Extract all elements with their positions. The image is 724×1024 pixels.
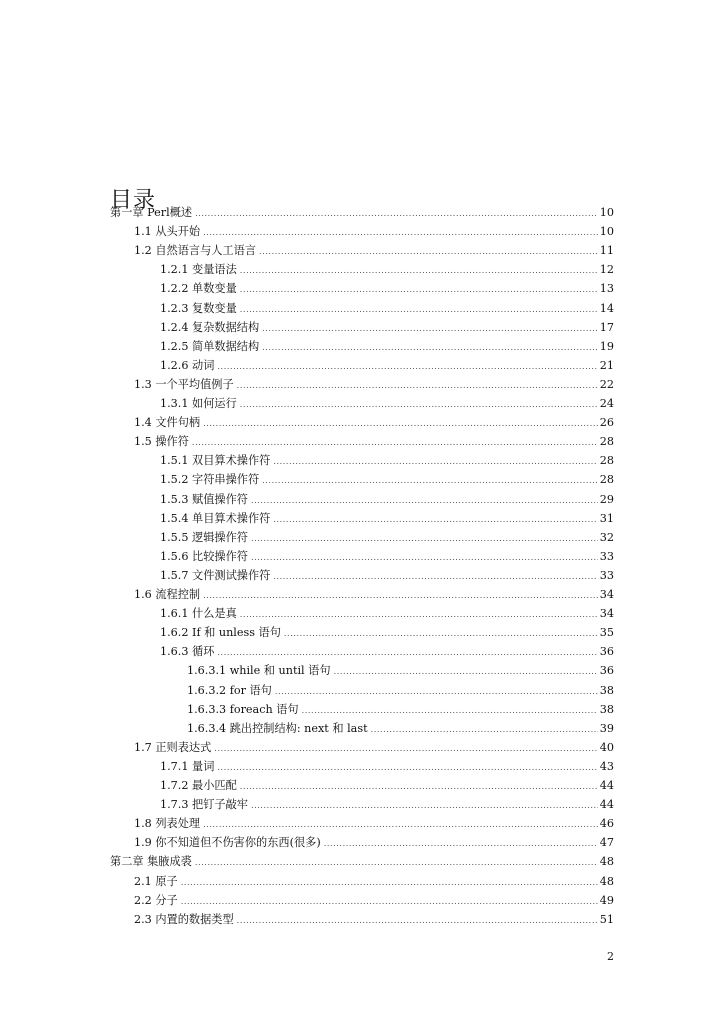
toc-entry-page: 21 (599, 358, 614, 372)
toc-entry-label: 1.7.1 量词 (160, 759, 215, 773)
toc-entry-page: 44 (599, 779, 614, 792)
toc-entry[interactable] (110, 203, 614, 222)
toc-entry-label: 1.6.1 什么是真 (160, 607, 237, 621)
toc-dot-leader (203, 815, 598, 834)
toc-entry-page: 12 (599, 263, 614, 277)
toc-dot-leader (240, 777, 598, 796)
toc-dot-leader (237, 376, 598, 395)
toc-entry-label: 2.1 原子 (134, 874, 178, 888)
toc-entry-label: 1.5 操作符 (134, 435, 189, 449)
toc-entry[interactable] (160, 528, 614, 547)
toc-entry[interactable] (160, 509, 614, 528)
toc-dot-leader (240, 280, 598, 299)
toc-dot-leader (302, 701, 598, 720)
toc-entry-page: 40 (599, 740, 614, 754)
toc-dot-leader (195, 204, 598, 223)
toc-dot-leader (259, 242, 598, 261)
toc-entry-page: 10 (599, 206, 614, 219)
toc-entry-page: 11 (599, 244, 614, 258)
toc-entry[interactable] (134, 738, 614, 757)
toc-entry-label: 1.2.1 变量语法 (160, 263, 237, 277)
toc-dot-leader (217, 357, 597, 376)
toc-entry-page: 24 (599, 397, 614, 410)
toc-entry-page: 35 (599, 626, 614, 640)
toc-entry[interactable] (160, 757, 614, 776)
toc-entry-page: 44 (599, 798, 614, 812)
toc-entry[interactable] (160, 776, 614, 795)
toc-entry[interactable] (160, 337, 614, 356)
toc-entry[interactable] (160, 623, 614, 642)
toc-entry-page: 38 (599, 702, 614, 716)
toc-entry-page: 33 (599, 568, 614, 582)
toc-entry-label: 1.2.2 单数变量 (160, 282, 237, 296)
toc-entry-page: 32 (599, 530, 614, 544)
toc-dot-leader (251, 796, 598, 815)
toc-entry-label: 1.7.2 最小匹配 (160, 779, 237, 792)
toc-entry-page: 49 (599, 893, 614, 907)
toc-entry-label: 1.2.3 复数变量 (160, 301, 237, 315)
toc-entry-label: 1.6.3.1 while 和 until 语句 (187, 664, 331, 678)
toc-dot-leader (371, 720, 598, 739)
toc-entry-label: 1.2.6 动词 (160, 358, 215, 372)
toc-entry[interactable] (160, 356, 614, 375)
toc-entry-page: 31 (599, 511, 614, 525)
toc-entry-label: 1.2.5 简单数据结构 (160, 339, 260, 353)
toc-entry-label: 1.2.4 复杂数据结构 (160, 320, 260, 334)
toc-entry-page: 43 (599, 759, 614, 773)
toc-entry-label: 1.6.3.3 foreach 语句 (187, 702, 299, 716)
toc-entry-label: 1.5.6 比较操作符 (160, 549, 248, 563)
toc-entry[interactable] (134, 413, 614, 432)
toc-entry[interactable] (110, 852, 614, 871)
toc-entry-page: 26 (599, 416, 614, 430)
toc-entry[interactable] (160, 795, 614, 814)
toc-entry-page: 39 (599, 721, 614, 735)
toc-dot-leader (203, 414, 598, 433)
toc-entry-label: 1.2 自然语言与人工语言 (134, 244, 257, 258)
toc-entry[interactable] (160, 566, 614, 585)
toc-dot-leader (237, 911, 598, 930)
toc-dot-leader (251, 529, 598, 548)
toc-dot-leader (240, 261, 598, 280)
toc-entry-page: 48 (599, 874, 614, 888)
toc-entry-page: 10 (599, 225, 614, 239)
toc-dot-leader (262, 471, 598, 490)
toc-entry[interactable] (134, 910, 614, 929)
toc-entry-page: 28 (599, 473, 614, 487)
toc-dot-leader (217, 643, 597, 662)
toc-dot-leader (217, 758, 597, 777)
toc-entry-page: 13 (599, 282, 614, 296)
toc-entry-page: 29 (599, 492, 614, 506)
toc-entry-page: 14 (599, 301, 614, 315)
toc-dot-leader (192, 433, 598, 452)
toc-entry-page: 46 (599, 817, 614, 831)
toc-entry-page: 36 (599, 664, 614, 678)
toc-entry[interactable] (134, 833, 614, 852)
toc-entry-label: 1.6 流程控制 (134, 588, 201, 601)
toc-entry[interactable] (134, 241, 614, 260)
toc-entry-label: 1.6.2 If 和 unless 语句 (160, 626, 281, 640)
toc-entry-page: 22 (599, 377, 614, 391)
toc-entry-label: 1.6.3 循环 (160, 645, 215, 659)
toc-dot-leader (273, 567, 597, 586)
toc-entry[interactable] (134, 375, 614, 394)
toc-entry[interactable] (187, 719, 614, 738)
toc-entry-label: 1.5.2 字符串操作符 (160, 473, 260, 487)
toc-entry-label: 1.5.5 逻辑操作符 (160, 530, 248, 544)
toc-entry-label: 1.9 你不知道但不伤害你的东西(很多) (134, 836, 321, 850)
toc-entry-page: 47 (599, 836, 614, 850)
toc-dot-leader (284, 624, 598, 643)
toc-entry[interactable] (160, 260, 614, 279)
toc-entry[interactable] (160, 604, 614, 623)
toc-entry-label: 1.3 一个平均值例子 (134, 377, 234, 391)
toc-dot-leader (273, 452, 597, 471)
toc-entry-label: 1.4 文件句柄 (134, 416, 201, 430)
toc-dot-leader (181, 892, 598, 911)
toc-entry[interactable] (134, 222, 614, 241)
toc-entry[interactable] (160, 547, 614, 566)
toc-entry[interactable] (187, 681, 614, 700)
toc-entry[interactable] (160, 451, 614, 470)
page-title: 目录 (110, 187, 157, 213)
toc-entry-label: 1.5.1 双目算术操作符 (160, 454, 271, 468)
toc-entry-label: 1.6.3.2 for 语句 (187, 683, 272, 697)
toc-entry-page: 38 (599, 683, 614, 697)
toc-entry[interactable] (134, 872, 614, 891)
toc-dot-leader (275, 682, 598, 701)
toc-entry[interactable] (134, 814, 614, 833)
toc-entry-page: 51 (599, 912, 614, 926)
toc-entry-label: 第一章 Perl概述 (110, 206, 193, 219)
toc-dot-leader (262, 338, 598, 357)
toc-entry-page: 19 (599, 339, 614, 353)
toc-entry-label: 2.3 内置的数据类型 (134, 912, 234, 926)
toc-entry-page: 28 (599, 435, 614, 449)
toc-entry-page: 33 (599, 549, 614, 563)
toc-entry-label: 2.2 分子 (134, 893, 178, 907)
toc-entry-page: 34 (599, 607, 614, 621)
toc-entry[interactable] (160, 642, 614, 661)
toc-dot-leader (240, 395, 598, 414)
toc-entry-page: 48 (599, 855, 614, 869)
toc-dot-leader (214, 739, 597, 758)
toc-dot-leader (324, 834, 598, 853)
toc-entry[interactable] (160, 279, 614, 298)
toc-dot-leader (334, 662, 598, 681)
toc-entry-page: 28 (599, 454, 614, 468)
toc-entry[interactable] (160, 394, 614, 413)
toc-entry[interactable] (160, 318, 614, 337)
toc-dot-leader (203, 586, 598, 605)
toc-entry-page: 34 (599, 588, 614, 601)
toc-entry-page: 36 (599, 645, 614, 659)
toc-entry-label: 1.8 列表处理 (134, 817, 201, 831)
toc-dot-leader (240, 300, 598, 319)
toc-dot-leader (262, 319, 598, 338)
toc-entry[interactable] (187, 661, 614, 680)
toc-entry-label: 1.7.3 把钉子敲牢 (160, 798, 248, 812)
toc-entry-label: 1.5.3 赋值操作符 (160, 492, 248, 506)
toc-dot-leader (181, 873, 598, 892)
toc-dot-leader (273, 510, 597, 529)
toc-entry-label: 1.7 正则表达式 (134, 740, 212, 754)
toc-entry-label: 1.6.3.4 跳出控制结构: next 和 last (187, 721, 368, 735)
page-number: 2 (607, 950, 614, 963)
toc-dot-leader (195, 853, 598, 872)
toc-dot-leader (251, 491, 598, 510)
toc-entry-page: 17 (599, 320, 614, 334)
toc-entry[interactable] (160, 299, 614, 318)
toc-entry[interactable] (134, 585, 614, 604)
toc-dot-leader (203, 223, 598, 242)
toc-dot-leader (251, 548, 598, 567)
toc-entry-label: 1.1 从头开始 (134, 225, 201, 239)
toc-dot-leader (240, 605, 598, 624)
toc-entry-label: 第二章 集腋成裘 (110, 855, 192, 869)
toc-entry[interactable] (160, 490, 614, 509)
toc-entry-label: 1.5.4 单目算术操作符 (160, 511, 271, 525)
toc-entry-label: 1.5.7 文件测试操作符 (160, 568, 271, 582)
toc-entry[interactable] (187, 700, 614, 719)
toc-entry-label: 1.3.1 如何运行 (160, 397, 237, 410)
toc-entry[interactable] (134, 891, 614, 910)
toc-entry[interactable] (160, 470, 614, 489)
toc-entry[interactable] (134, 432, 614, 451)
